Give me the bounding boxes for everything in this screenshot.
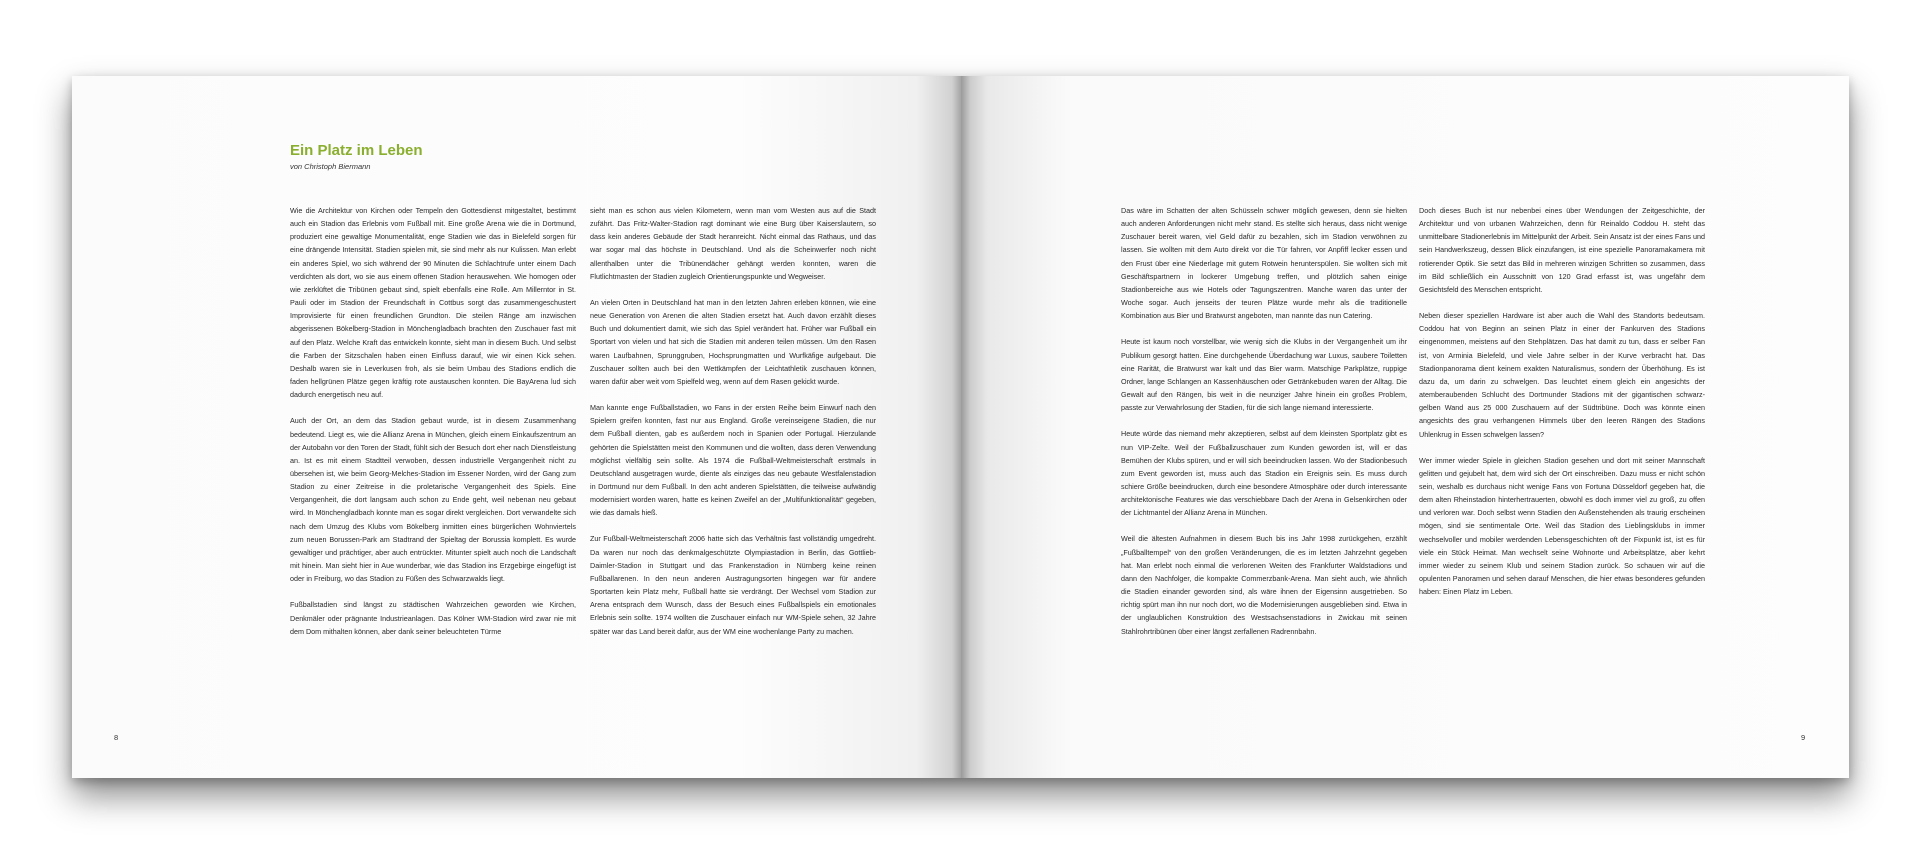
- article-title: Ein Platz im Leben: [290, 142, 423, 159]
- paragraph: Heute ist kaum noch vorstellbar, wie wenig sich die Klubs in der Vergangenheit um ihr Publikum gesorgt hatten. Eine durchgehende Überdachung war Luxus, saubere Toiletten eine Rarität, die Bratwurst war kalt und das Bier warm. Matschige Parkplätze, ruppige Ordner, lange Schlangen an Kassenhäuschen oder Getränkebuden waren der Alltag. Die Gewalt auf den Rängen, bis weit in die neunziger Jahre hinein ein großes Problem, passte zur Verwahrlosung der Stadien, für die sich lange niemand interessierte.: [1121, 337, 1407, 413]
- paragraph: Doch dieses Buch ist nur nebenbei eines über Wendungen der Zeitgeschichte, der Architektur und von urbanen Wahrzeichen, denn für Reinaldo Coddou H. steht das unmittelbare Stadionerlebnis im Mittelpunkt der Arbeit. Sein Ansatz ist der eines Fans und sein Handwerkszeug, dessen Blick einzufangen, ist eine spezielle Panoramakamera mit rotierender Optik. Sie setzt das Bild in mehreren winzigen Schritten so zusammen, dass im Bild schließlich ein Ausschnitt von 120 Grad erfasst ist, was ungefähr dem Gesichtsfeld des Menschen entspricht.: [1419, 206, 1705, 294]
- page-number-right: 9: [1801, 733, 1806, 742]
- text-column-2: [590, 204, 876, 638]
- paragraph: Man kannte enge Fußballstadien, wo Fans in der ersten Reihe beim Einwurf nach den Spielern greifen konnten, fast nur aus England. Große vereinseigene Stadien, die nur dem Fußball dienten, gab es außerdem noch in Spanien oder Portugal. Hierzulande gehörten die Spielstätten meist den Kommunen und die wollten, dass deren Verwendung möglichst vielfältig sein sollte. Als 1974 die Fußball-Weltmeisterschaft erstmals in Deutschland ausgetragen wurde, diente als einziges das neu gebaute Westfalenstadion in Dortmund nur dem Fußball. In den acht anderen Spielstätten, die teilweise aufwändig modernisiert worden waren, hatte es keinen Zweifel an der „Multifunktionalität“ gegeben, wie das damals hieß.: [590, 403, 876, 518]
- paragraph: Neben dieser speziellen Hardware ist aber auch die Wahl des Standorts bedeutsam. Coddou hat von Beginn an seinen Platz in einer der Fankurven des Stadions eingenommen, meistens auf den Stehplätzen. Das hat damit zu tun, dass er selber Fan ist, von Arminia Bielefeld, und viele Jahre selber in der Kurve verbracht hat. Das Stadionpanorama dient keinem exakten Naturalismus, sondern der Überhöhung. Es ist dazu da, um darin zu schwelgen. Das leuchtet einem gleich ein angesichts der atemberaubenden Schlucht des Dortmunder Stadions mit der gigantischen schwarz-gelben Wand aus 25 000 Zuschauern auf der Südtribüne. Doch was könnte einen angesichts des grau verhangenen Himmels über den leeren Rängen des Stadions Uhlenkrug in Essen schwelgen lassen?: [1419, 311, 1705, 439]
- paragraph: Das wäre im Schatten der alten Schüsseln schwer möglich gewesen, denn sie hielten auch anderen Anforderungen nicht mehr stand. Es stellte sich heraus, dass nicht wenige Zuschauer bereit waren, viel Geld dafür zu bezahlen, sich im Stadion verwöhnen zu lassen. Sie wollten mit dem Auto direkt vor die Tür fahren, vor Anpfiff lecker essen und den Frust über eine Niederlage mit gutem Rotwein herunterspülen. Sie wollten sich mit Geschäftspartnern in lockerer Umgebung treffen, und plötzlich sahen einige Stadionbereiche aus wie Hotels oder Tagungszentren. Manche waren das unter der Woche sogar. Auch jenseits der teuren Plätze wurde mehr als die traditionelle Kombination aus Bier und Bratwurst angeboten, man nannte das nun Catering.: [1121, 206, 1407, 321]
- text-column-1: [290, 204, 576, 638]
- paragraph: Zur Fußball-Weltmeisterschaft 2006 hatte sich das Verhältnis fast vollständig umgedreht. Da waren nur noch das denkmalgeschützte Olympiastadion in Berlin, das Gottlieb-Daimler-Stadion in Stuttgart und das Frankenstadion in Nürnberg keine reinen Fußballarenen. In den neun anderen Austragungsorten hingegen war für andere Sportarten kein Platz mehr, Fußball hatte sie verdrängt. Der Wechsel vom Stadion zur Arena entsprach dem Wunsch, dass der Besuch eines Fußballspiels ein emotionales Erlebnis sein sollte. 1974 wollten die Zuschauer einfach nur WM-Spiele sehen, 32 Jahre später war das Land bereit dafür, aus der WM eine wochenlange Party zu machen.: [590, 534, 876, 636]
- right-page: [961, 76, 1849, 778]
- paragraph: Wer immer wieder Spiele in gleichen Stadion gesehen und dort mit seiner Mannschaft gelitten und gejubelt hat, dem wird sich der Ort einschreiben. Dazu muss er nicht schön sein, weshalb es durchaus nicht wenige Fans von Fortuna Düsseldorf gegeben hat, die dem alten Rheinstadion hinterhertrauerten, obwohl es doch immer viel zu groß, zu offen und verloren war. Doch selbst wenn Stadien den Außenstehenden als traurig erscheinen mögen, sind sie sentimentale Orte. Weil das Stadion des Lieblingsklubs in immer wechselvoller und mobiler werdenden Lebensgeschichten oft der Fixpunkt ist, ist es für viele ein Stück Heimat. Man wechselt seine Wohnorte und Arbeitsplätze, aber kehrt immer wieder zu seinem Klub und seinem Stadion zurück. So schauen wir auf die opulenten Panoramen und sehen darauf Menschen, die hier etwas besonderes gefunden haben: Einen Platz im Leben.: [1419, 455, 1705, 597]
- page-number-left: 8: [114, 733, 119, 742]
- book-spine-shadow: [952, 76, 970, 778]
- paragraph: Heute würde das niemand mehr akzeptieren, selbst auf dem kleinsten Sportplatz gibt es nun VIP-Zelte. Weil der Fußballzuschauer zum Kunden geworden ist, will er das Bemühen der Klubs spüren, und er will sich beeindrucken lassen. Wo der Stadionbesuch zum Event geworden ist, muss auch das Stadion ein Ereignis sein. Es muss durch schiere Größe beeindrucken, durch eine besondere Atmosphäre oder durch interessante architektonische Features wie das verschiebbare Dach der Arena in Gelsenkirchen oder der Lichtmantel der Allianz Arena in München.: [1121, 429, 1407, 518]
- article-author: von Christoph Biermann: [290, 162, 371, 171]
- paragraph: Auch der Ort, an dem das Stadion gebaut wurde, ist in diesem Zusammenhang bedeutend. Liegt es, wie die Allianz Arena in München, gleich einem Einkaufszentrum an der Autobahn vor den Toren der Stadt, fühlt sich der Besuch dort eher nach Dienstleistung an. Ist es mit einem Stadtteil verwoben, dessen industrielle Vergangenheit nicht zu übersehen ist, wie beim Georg-Melches-Stadion im Essener Norden, wird der Gang zum Stadion zu einer Zeitreise in die proletarische Vergangenheit des Spiels. Eine Vergangenheit, die dort langsam auch schon zu Ende geht, weil nebenan neu gebaut wird. In Mönchengladbach konnte man es sogar direkt vergleichen. Dort verwandelte sich nach dem Umzug des Klubs vom Bökelberg inmitten eines bürgerlichen Wohnviertels zum neuen Borussen-Park am Stadtrand der Spieltag der Borussia komplett. Es wurde gewaltiger und prächtiger, aber auch entrückter. Mitunter spielt auch noch die Landschaft mit hinein. Man sieht hier in Aue wunderbar, wie das Stadion ins Erzgebirge eingefügt ist oder in Freiburg, wo das Stadion zu Füßen des Schwarzwalds liegt.: [290, 416, 576, 584]
- left-page: [72, 76, 961, 778]
- text-column-3: [1121, 204, 1407, 638]
- paragraph: sieht man es schon aus vielen Kilometern, wenn man vom Westen aus auf die Stadt zufährt. Das Fritz-Walter-Stadion ragt dominant wie eine Burg über Kaiserslautern, so dass kein anderes Gebäude der Stadt heranreicht. Nicht einmal das Rathaus, und das war sogar mal das höchste in Deutschland. Und als die Scheinwerfer noch nicht allenthalben unter die Tribünendächer gehängt werden konnten, waren die Flutlichtmasten der Stadien zugleich Orientierungspunkte und Wegweiser.: [590, 206, 876, 281]
- paragraph: Fußballstadien sind längst zu städtischen Wahrzeichen geworden wie Kirchen, Denkmäler oder prägnante Industrieanlagen. Das Kölner WM-Stadion wird zwar nie mit dem Dom mithalten können, aber dank seiner beleuchteten Türme: [290, 600, 576, 636]
- book-spread: [72, 76, 1849, 778]
- paragraph: Wie die Architektur von Kirchen oder Tempeln den Gottesdienst mitgestaltet, bestimmt auch ein Stadion das Erlebnis vom Fußball mit. Eine große Arena wie die in Dortmund, produziert eine gewaltige Monumentalität, enge Stadien wie das in Bielefeld sorgen für eine drängende Intensität. Stadien spielen mit, sie sind mehr als nur Kulissen. Man erlebt ein anderes Spiel, wo sich während der 90 Minuten die Schlachtrufe unter einem Dach verdichten als dort, wo sie aus einem offenen Stadion herauswehen. Wie homogen oder wie zerklüftet die Tribünen gebaut sind, spielt ebenfalls eine Rolle. Am Millerntor in St. Pauli oder im Stadion der Freundschaft in Cottbus sorgt das zusammengeschustert Improvisierte für einen freundlichen Grundton. Die steilen Ränge am inzwischen abgerissenen Bökelberg-Stadion in Mönchengladbach brachten den Zuschauer fast mit auf den Platz. Welche Kraft das entwickeln konnte, sieht man in diesem Buch. Und selbst die Farben der Sitzschalen haben einen Einfluss darauf, wie wir einen Kick sehen. Deshalb waren sie in Leverkusen froh, als sie beim Umbau des Stadions endlich die faden hellgrünen Plätze gegen kräftig rote austauschen konnten. Die BayArena lud sich dadurch energetisch neu auf.: [290, 206, 576, 400]
- paragraph: An vielen Orten in Deutschland hat man in den letzten Jahren erleben können, wie eine neue Generation von Arenen die alten Stadien ersetzt hat. Auch davon erzählt dieses Buch und dokumentiert damit, wie sich das Spiel verändert hat. Früher war Fußball ein Sportart von vielen und hat sich die Stadien mit anderen teilen müssen. Um den Rasen waren Laufbahnen, Sprunggruben, Hochsprungmatten und Wurfkäfige aufgebaut. Die Zuschauer sollten auch bei den Wettkämpfen der Leichtathletik zuschauen können, waren dafür aber weit vom Spielfeld weg, wenn auf dem Rasen gekickt wurde.: [590, 297, 876, 386]
- paragraph: Weil die ältesten Aufnahmen in diesem Buch bis ins Jahr 1998 zurückgehen, erzählt „Fußballtempel“ von den großen Veränderungen, die es im letzten Jahrzehnt gegeben hat. Man erlebt noch einmal die verlorenen Weiten des Frankfurter Waldstadions und dann den Nachfolger, die kompakte Commerzbank-Arena. Man sieht auch, wie ähnlich die Stadien einander geworden sind, als wäre ihnen der Eigensinn ausgetrieben. So richtig spürt man ihn nur noch dort, wo die Modernisierungen ausgeblieben sind. Etwa in der unglaublichen Konstruktion des Westsachsenstadions in Zwickau mit seinen Stahlrohrtribünen über einer längst zerfallenen Radrennbahn.: [1121, 534, 1407, 636]
- text-column-4: [1419, 204, 1705, 598]
